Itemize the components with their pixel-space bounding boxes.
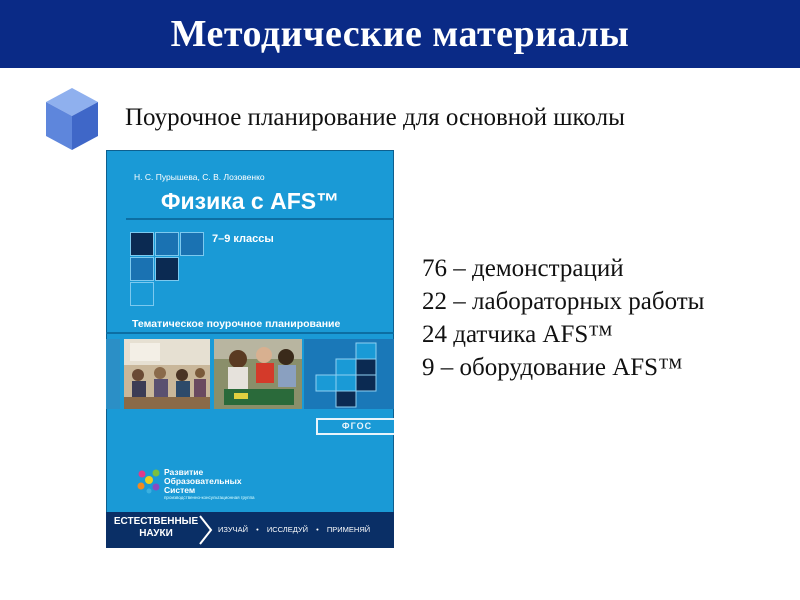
squares-panel <box>304 339 394 409</box>
header-bar <box>0 0 800 68</box>
book-cover <box>106 150 394 548</box>
decor-square <box>155 232 179 256</box>
decor-square <box>130 282 154 306</box>
decor-square <box>130 257 154 281</box>
decor-square <box>180 232 204 256</box>
series-label: ЕСТЕСТВЕННЫЕ НАУКИ <box>113 516 199 539</box>
stat-item: 22 – лабораторных работы <box>422 288 705 315</box>
book-grades: 7–9 классы <box>212 233 274 245</box>
divider <box>126 218 394 220</box>
stat-item: 76 – демонстраций <box>422 255 624 282</box>
decor-square <box>130 232 154 256</box>
stats-list <box>422 252 704 384</box>
cube-icon <box>46 88 98 150</box>
stat-item: 24 датчика AFS™ <box>422 321 613 348</box>
book-subtitle: Тематическое поурочное планирование <box>132 318 341 330</box>
photo-strip <box>106 339 120 409</box>
publisher-name: Развитие Образовательных Систем <box>164 467 242 495</box>
chevron-right-icon <box>198 514 214 546</box>
slide-subtitle: Поурочное планирование для основной школы <box>125 104 625 131</box>
series-motto: ИЗУЧАЙ • ИССЛЕДУЙ • ПРИМЕНЯЙ <box>218 525 371 534</box>
book-authors: Н. С. Пурышева, С. В. Лозовенко <box>134 172 265 182</box>
stat-item: 9 – оборудование AFS™ <box>422 354 683 381</box>
page-title: Методические материалы <box>170 13 630 55</box>
book-title: Физика с AFS™ <box>160 188 340 214</box>
classroom-photo <box>124 339 210 409</box>
publisher-logo-icon <box>136 466 162 494</box>
divider <box>106 332 394 334</box>
publisher-tagline: производственно-консультационная группа <box>164 495 255 500</box>
students-photo <box>214 339 302 409</box>
decor-square <box>155 257 179 281</box>
standard-badge: ФГОС <box>316 418 394 435</box>
